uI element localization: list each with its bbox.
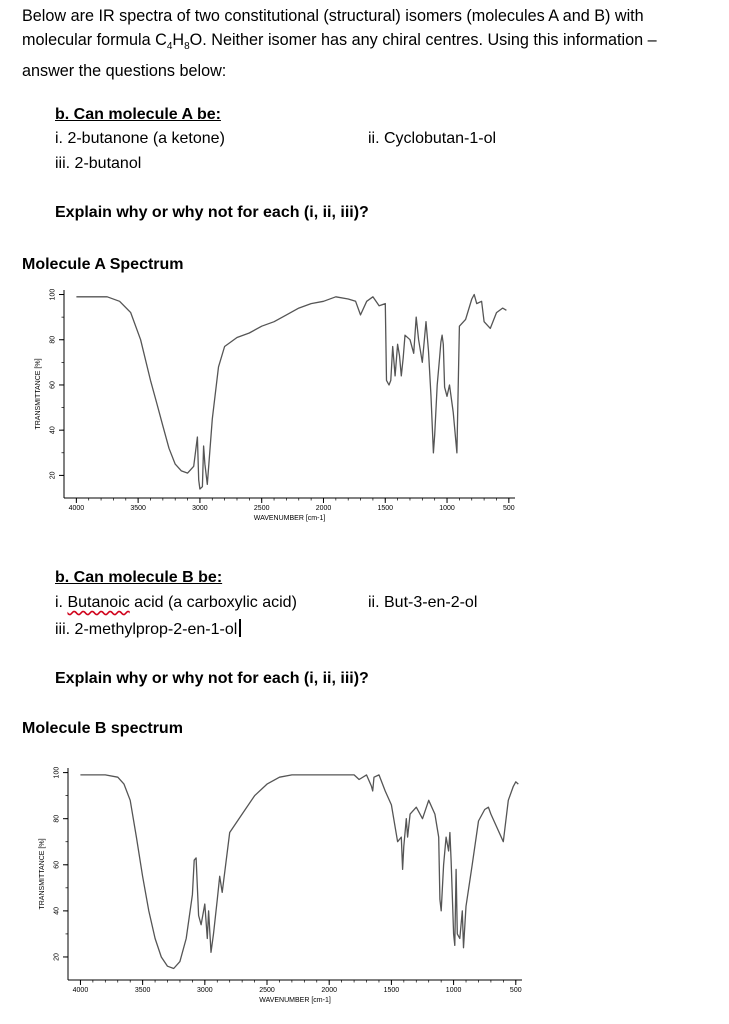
- part-a-option-3: iii. 2-butanol: [55, 155, 142, 172]
- y-tick-label: 60: [49, 381, 57, 389]
- y-tick-label: 20: [49, 471, 57, 480]
- x-tick-label: 1500: [377, 505, 394, 512]
- text-cursor: [239, 619, 241, 637]
- part-b-option-1: [55, 594, 297, 612]
- y-tick-label: 60: [53, 860, 61, 869]
- part-a-option-2: ii. Cyclobutan-1-ol: [368, 130, 497, 147]
- part-b-heading: b. Can molecule B be:: [55, 569, 223, 586]
- misspelled-word[interactable]: Butanoic: [67, 594, 130, 611]
- intro-line-2-post: O. Neither isomer has any chiral centres. Using this information –: [189, 31, 657, 49]
- y-tick-label: 80: [53, 814, 61, 823]
- y-tick-label: 40: [53, 906, 61, 915]
- part-b-option-3: [55, 619, 241, 639]
- x-tick-label: 500: [509, 987, 522, 994]
- x-tick-label: 3500: [134, 987, 151, 994]
- intro-line-1: Below are IR spectra of two constitutional (structural) isomers (molecules A and B) with: [22, 7, 644, 25]
- spectrum-a-chart: [0, 280, 729, 540]
- intro-line-2: [22, 28, 712, 59]
- intro-line-3: answer the questions below:: [22, 62, 227, 81]
- part-b-option-3-text: iii. 2-methylprop-2-en-1-ol: [55, 621, 238, 638]
- x-tick-label: 2000: [321, 987, 337, 994]
- x-tick-label: 1500: [383, 987, 400, 994]
- part-b-option-1-prefix: i.: [55, 594, 68, 611]
- x-tick-label: 4000: [68, 505, 85, 512]
- y-axis-label: TRANSMITTANCE [%]: [35, 358, 42, 430]
- y-tick-label: 100: [49, 288, 57, 301]
- part-a-heading: b. Can molecule A be:: [55, 106, 221, 123]
- subscript-8: 8: [184, 41, 190, 53]
- spectrum-a-title: Molecule A Spectrum: [22, 256, 184, 273]
- intro-line-2-mid: H: [172, 31, 185, 49]
- x-tick-label: 1000: [445, 987, 462, 994]
- y-tick-label: 100: [53, 766, 61, 779]
- y-tick-label: 80: [49, 335, 57, 344]
- x-tick-label: 3500: [130, 505, 146, 512]
- x-tick-label: 500: [502, 505, 515, 512]
- spectrum-line: [80, 775, 518, 969]
- spectrum-line: [76, 295, 506, 490]
- subscript-4: 4: [166, 41, 173, 53]
- spectrum-b-title: Molecule B spectrum: [22, 720, 183, 737]
- x-axis-label: WAVENUMBER [cm-1]: [253, 515, 326, 522]
- x-axis-label: WAVENUMBER [cm-1]: [259, 997, 331, 1004]
- x-tick-label: 3000: [192, 505, 208, 512]
- y-tick-label: 40: [49, 426, 57, 435]
- x-tick-label: 4000: [72, 987, 89, 994]
- part-a-explain: Explain why or why not for each (i, ii, iii)?: [55, 204, 369, 221]
- x-tick-label: 3000: [197, 987, 213, 994]
- intro-paragraph: [22, 4, 712, 83]
- x-tick-label: 2000: [315, 505, 332, 512]
- part-b-option-1-rest: acid (a carboxylic acid): [129, 594, 297, 611]
- part-b-explain: Explain why or why not for each (i, ii, iii)?: [55, 670, 369, 687]
- part-b-option-2: ii. But-3-en-2-ol: [368, 594, 478, 611]
- x-tick-label: 2500: [259, 987, 275, 994]
- y-axis-label: TRANSMITTANCE [%]: [39, 838, 46, 910]
- intro-line-2-pre: molecular formula C: [22, 31, 167, 49]
- spectrum-b-chart: [0, 748, 729, 1018]
- x-tick-label: 2500: [253, 505, 270, 512]
- y-tick-label: 20: [53, 953, 61, 961]
- part-a-option-1: i. 2-butanone (a ketone): [55, 130, 225, 147]
- x-tick-label: 1000: [439, 505, 455, 512]
